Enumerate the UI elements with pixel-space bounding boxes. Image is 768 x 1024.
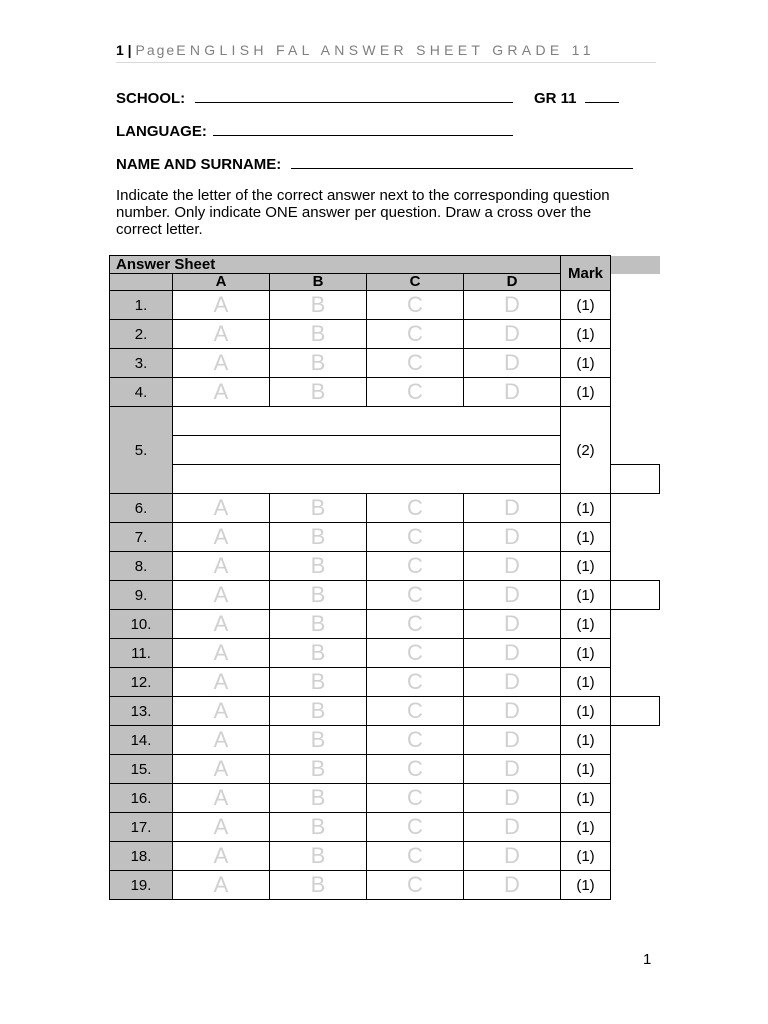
option-a[interactable]: A bbox=[173, 494, 270, 523]
table-row bbox=[110, 726, 660, 755]
question-number: 12. bbox=[110, 668, 173, 697]
question-mark: (1) bbox=[561, 320, 611, 349]
option-b[interactable]: B bbox=[270, 813, 367, 842]
blank-cell bbox=[611, 349, 660, 378]
question-mark: (1) bbox=[561, 784, 611, 813]
option-a[interactable]: A bbox=[173, 784, 270, 813]
language-label: LANGUAGE: bbox=[116, 123, 207, 140]
option-b[interactable]: B bbox=[270, 494, 367, 523]
option-b[interactable]: B bbox=[270, 581, 367, 610]
question-number: 8. bbox=[110, 552, 173, 581]
question-mark: (1) bbox=[561, 349, 611, 378]
header-page-number: 1 bbox=[116, 42, 124, 58]
option-b[interactable]: B bbox=[270, 291, 367, 320]
blank-cell bbox=[611, 871, 660, 900]
table-row bbox=[110, 581, 660, 610]
table-row bbox=[110, 784, 660, 813]
header-page-label: Page bbox=[135, 42, 177, 58]
option-b[interactable]: B bbox=[270, 784, 367, 813]
blank-cell bbox=[611, 274, 660, 291]
question-number: 4. bbox=[110, 378, 173, 407]
option-b[interactable]: B bbox=[270, 610, 367, 639]
option-d[interactable]: D bbox=[464, 726, 561, 755]
option-b[interactable]: B bbox=[270, 523, 367, 552]
subtotal-box[interactable] bbox=[611, 697, 660, 726]
option-c[interactable]: C bbox=[367, 610, 464, 639]
corner-cell bbox=[110, 274, 173, 291]
option-a[interactable]: A bbox=[173, 291, 270, 320]
option-c[interactable]: C bbox=[367, 639, 464, 668]
question-number: 10. bbox=[110, 610, 173, 639]
option-a[interactable]: A bbox=[173, 349, 270, 378]
question-mark: (1) bbox=[561, 291, 611, 320]
table-row bbox=[110, 291, 660, 320]
option-b[interactable]: B bbox=[270, 726, 367, 755]
question-mark: (1) bbox=[561, 523, 611, 552]
option-d[interactable]: D bbox=[464, 494, 561, 523]
blank-cell bbox=[611, 494, 660, 523]
table-row bbox=[110, 494, 660, 523]
table-row bbox=[110, 813, 660, 842]
option-b[interactable]: B bbox=[270, 378, 367, 407]
table-row bbox=[110, 871, 660, 900]
blank-cell bbox=[611, 320, 660, 349]
option-b[interactable]: B bbox=[270, 697, 367, 726]
question-number: 19. bbox=[110, 871, 173, 900]
question-number: 11. bbox=[110, 639, 173, 668]
option-d[interactable]: D bbox=[464, 320, 561, 349]
option-b[interactable]: B bbox=[270, 349, 367, 378]
option-d[interactable]: D bbox=[464, 842, 561, 871]
school-input-line[interactable] bbox=[195, 88, 513, 103]
table-row bbox=[110, 755, 660, 784]
footer-page-number: 1 bbox=[643, 951, 652, 968]
option-c[interactable]: C bbox=[367, 320, 464, 349]
question-number: 5. bbox=[110, 407, 173, 494]
name-label: NAME AND SURNAME: bbox=[116, 156, 282, 173]
table-row bbox=[110, 378, 660, 407]
option-c[interactable]: C bbox=[367, 784, 464, 813]
option-c[interactable]: C bbox=[367, 523, 464, 552]
option-d[interactable]: D bbox=[464, 668, 561, 697]
answer-line[interactable] bbox=[173, 407, 561, 436]
question-mark: (1) bbox=[561, 552, 611, 581]
option-d[interactable]: D bbox=[464, 581, 561, 610]
blank-cell bbox=[611, 436, 660, 465]
language-field bbox=[116, 121, 513, 140]
col-header-d: D bbox=[464, 274, 561, 291]
instructions: Indicate the letter of the correct answer next to the corresponding question number. Only indicate ONE answer per question. Draw a cross over the correct letter. bbox=[116, 187, 610, 238]
question-mark: (1) bbox=[561, 668, 611, 697]
option-d[interactable]: D bbox=[464, 697, 561, 726]
blank-cell bbox=[611, 523, 660, 552]
option-c[interactable]: C bbox=[367, 378, 464, 407]
option-c[interactable]: C bbox=[367, 291, 464, 320]
table-row bbox=[110, 552, 660, 581]
option-a[interactable]: A bbox=[173, 639, 270, 668]
option-d[interactable]: D bbox=[464, 291, 561, 320]
option-d[interactable]: D bbox=[464, 871, 561, 900]
option-a[interactable]: A bbox=[173, 813, 270, 842]
option-a[interactable]: A bbox=[173, 871, 270, 900]
question-mark: (1) bbox=[561, 842, 611, 871]
header-separator: | bbox=[123, 42, 136, 58]
option-c[interactable]: C bbox=[367, 668, 464, 697]
question-number: 2. bbox=[110, 320, 173, 349]
option-c[interactable]: C bbox=[367, 755, 464, 784]
table-title: Answer Sheet bbox=[110, 256, 561, 274]
option-d[interactable]: D bbox=[464, 378, 561, 407]
question-number: 15. bbox=[110, 755, 173, 784]
option-b[interactable]: B bbox=[270, 871, 367, 900]
option-a[interactable]: A bbox=[173, 726, 270, 755]
grade-label: GR 11 bbox=[534, 90, 577, 107]
question-number: 7. bbox=[110, 523, 173, 552]
option-a[interactable]: A bbox=[173, 668, 270, 697]
blank-cell bbox=[611, 407, 660, 436]
option-b[interactable]: B bbox=[270, 668, 367, 697]
question-mark: (1) bbox=[561, 378, 611, 407]
question-number: 6. bbox=[110, 494, 173, 523]
header-strip bbox=[611, 256, 660, 274]
option-d[interactable]: D bbox=[464, 784, 561, 813]
option-a[interactable]: A bbox=[173, 552, 270, 581]
col-header-a: A bbox=[173, 274, 270, 291]
blank-cell bbox=[611, 639, 660, 668]
subtotal-box[interactable] bbox=[611, 465, 660, 494]
table-row bbox=[110, 668, 660, 697]
answer-table bbox=[109, 255, 660, 900]
table-row bbox=[110, 697, 660, 726]
option-c[interactable]: C bbox=[367, 813, 464, 842]
option-d[interactable]: D bbox=[464, 639, 561, 668]
option-a[interactable]: A bbox=[173, 755, 270, 784]
blank-cell bbox=[611, 726, 660, 755]
name-input-line[interactable] bbox=[291, 154, 633, 169]
option-a[interactable]: A bbox=[173, 610, 270, 639]
question-number: 1. bbox=[110, 291, 173, 320]
grade-field bbox=[534, 88, 619, 107]
question-number: 16. bbox=[110, 784, 173, 813]
option-a[interactable]: A bbox=[173, 320, 270, 349]
table-row bbox=[110, 639, 660, 668]
question-number: 3. bbox=[110, 349, 173, 378]
header-title: ENGLISH FAL ANSWER SHEET GRADE 11 bbox=[176, 42, 595, 58]
option-c[interactable]: C bbox=[367, 349, 464, 378]
page-header bbox=[116, 42, 656, 63]
blank-cell bbox=[611, 668, 660, 697]
col-header-c: C bbox=[367, 274, 464, 291]
option-a[interactable]: A bbox=[173, 842, 270, 871]
name-field bbox=[116, 154, 633, 173]
blank-cell bbox=[611, 842, 660, 871]
option-b[interactable]: B bbox=[270, 755, 367, 784]
question-number: 17. bbox=[110, 813, 173, 842]
blank-cell bbox=[611, 552, 660, 581]
table-row bbox=[110, 349, 660, 378]
question-number: 13. bbox=[110, 697, 173, 726]
question-number: 18. bbox=[110, 842, 173, 871]
question-mark: (2) bbox=[561, 407, 611, 494]
question-mark: (1) bbox=[561, 726, 611, 755]
table-row bbox=[110, 407, 660, 436]
table-row bbox=[110, 523, 660, 552]
blank-cell bbox=[611, 813, 660, 842]
question-number: 9. bbox=[110, 581, 173, 610]
language-input-line[interactable] bbox=[213, 121, 513, 136]
blank-cell bbox=[611, 610, 660, 639]
blank-cell bbox=[611, 291, 660, 320]
table-row bbox=[110, 610, 660, 639]
school-field bbox=[116, 88, 513, 107]
blank-cell bbox=[611, 755, 660, 784]
subtotal-box[interactable] bbox=[611, 581, 660, 610]
answer-line[interactable] bbox=[173, 465, 561, 494]
option-d[interactable]: D bbox=[464, 349, 561, 378]
option-c[interactable]: C bbox=[367, 494, 464, 523]
question-mark: (1) bbox=[561, 871, 611, 900]
option-c[interactable]: C bbox=[367, 871, 464, 900]
option-c[interactable]: C bbox=[367, 581, 464, 610]
option-b[interactable]: B bbox=[270, 639, 367, 668]
blank-cell bbox=[611, 378, 660, 407]
option-a[interactable]: A bbox=[173, 581, 270, 610]
option-b[interactable]: B bbox=[270, 320, 367, 349]
option-a[interactable]: A bbox=[173, 523, 270, 552]
option-d[interactable]: D bbox=[464, 813, 561, 842]
option-d[interactable]: D bbox=[464, 755, 561, 784]
question-mark: (1) bbox=[561, 697, 611, 726]
question-mark: (1) bbox=[561, 610, 611, 639]
answer-line[interactable] bbox=[173, 436, 561, 465]
option-c[interactable]: C bbox=[367, 726, 464, 755]
mark-header: Mark bbox=[561, 256, 611, 291]
option-b[interactable]: B bbox=[270, 552, 367, 581]
grade-input-line[interactable] bbox=[585, 88, 619, 103]
blank-cell bbox=[611, 784, 660, 813]
option-b[interactable]: B bbox=[270, 842, 367, 871]
question-mark: (1) bbox=[561, 813, 611, 842]
question-number: 14. bbox=[110, 726, 173, 755]
school-label: SCHOOL: bbox=[116, 90, 186, 107]
col-header-b: B bbox=[270, 274, 367, 291]
option-c[interactable]: C bbox=[367, 552, 464, 581]
table-row bbox=[110, 842, 660, 871]
option-d[interactable]: D bbox=[464, 610, 561, 639]
question-mark: (1) bbox=[561, 494, 611, 523]
question-mark: (1) bbox=[561, 639, 611, 668]
option-a[interactable]: A bbox=[173, 697, 270, 726]
option-a[interactable]: A bbox=[173, 378, 270, 407]
option-d[interactable]: D bbox=[464, 523, 561, 552]
question-mark: (1) bbox=[561, 581, 611, 610]
option-d[interactable]: D bbox=[464, 552, 561, 581]
table-row bbox=[110, 320, 660, 349]
option-c[interactable]: C bbox=[367, 842, 464, 871]
option-c[interactable]: C bbox=[367, 697, 464, 726]
question-mark: (1) bbox=[561, 755, 611, 784]
